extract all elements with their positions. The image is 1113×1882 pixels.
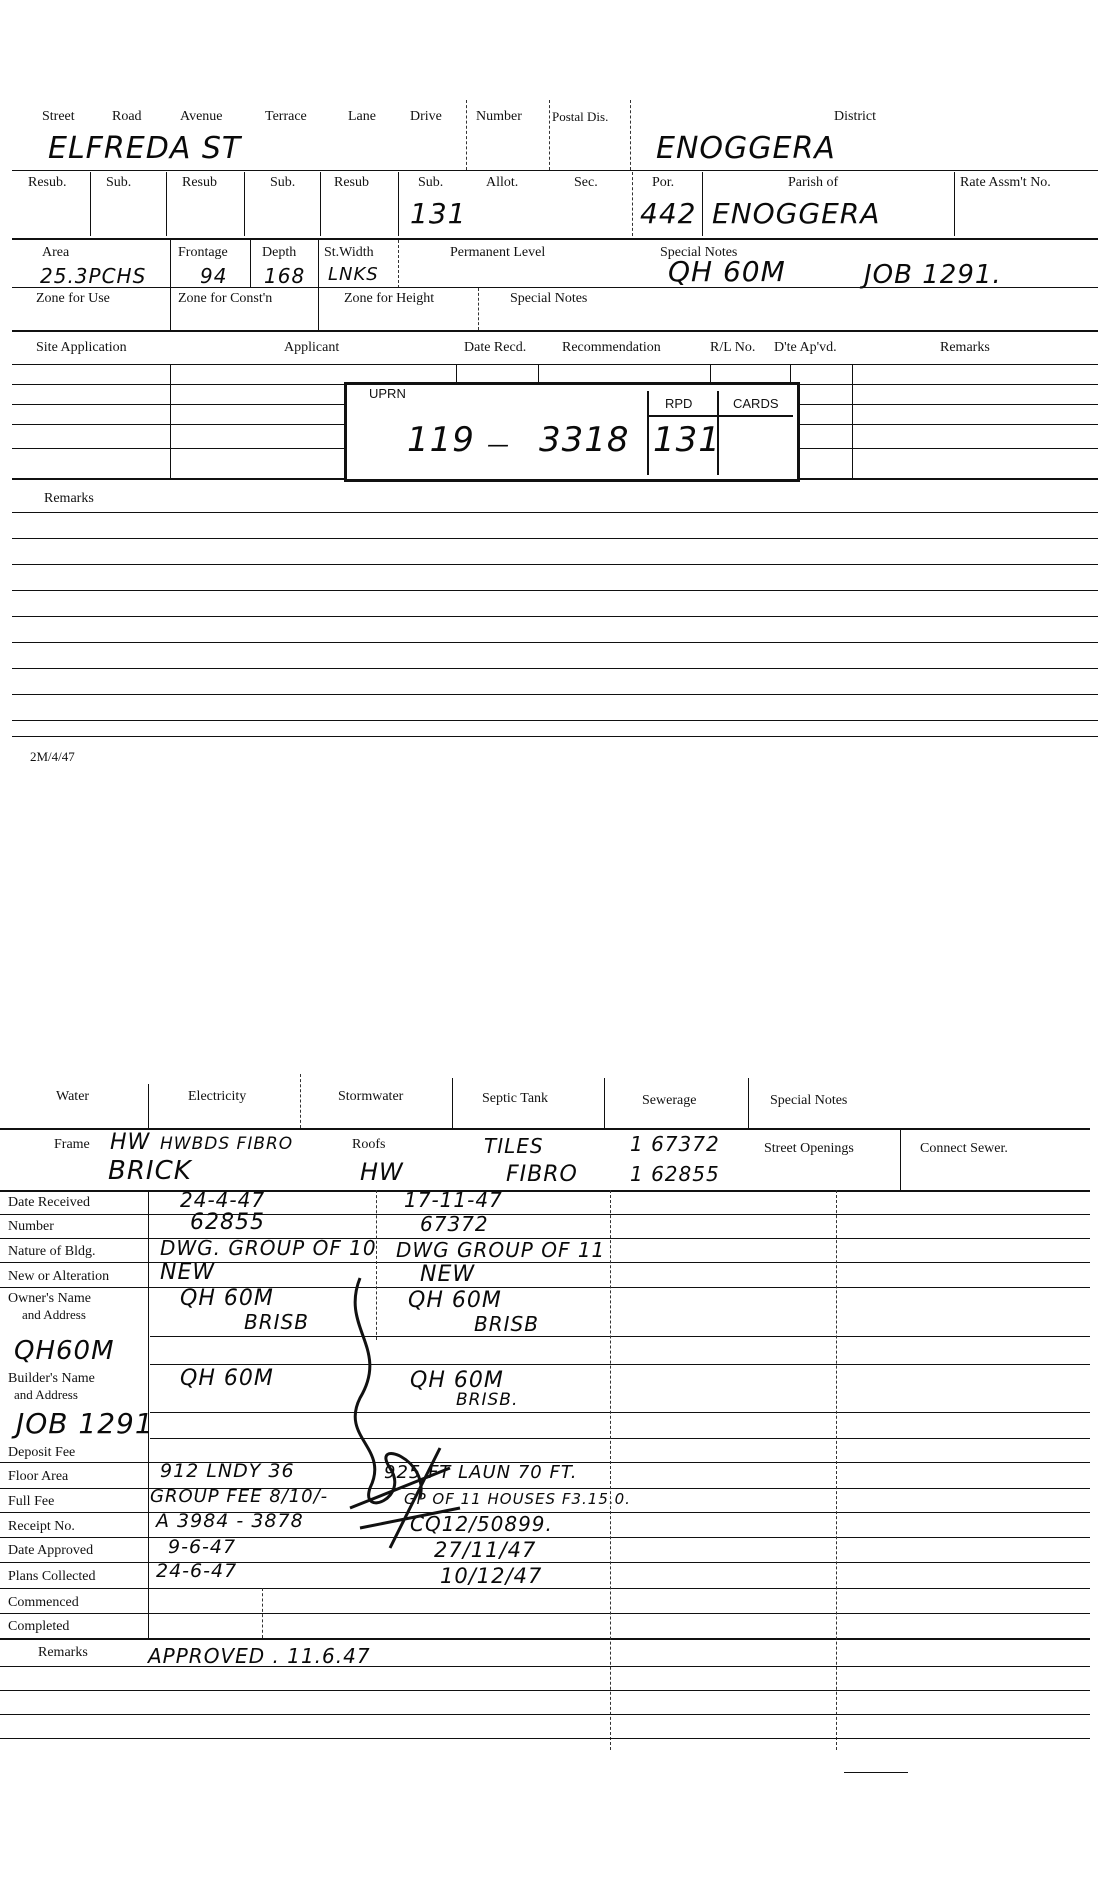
sewer-value-1: 1 67372 [630, 1132, 720, 1156]
rule [0, 1588, 1090, 1589]
rule [12, 330, 1098, 332]
rule [12, 287, 1098, 288]
frontage-label: Frontage [178, 245, 228, 260]
rule [150, 1364, 1090, 1365]
sewer-value-2: 1 62855 [630, 1162, 720, 1186]
remarks-heading: Remarks [44, 491, 94, 506]
depth-value: 168 [264, 264, 306, 288]
sub-label: Sub. [270, 175, 296, 190]
divider [466, 100, 467, 170]
row-label: New or Alteration [8, 1269, 110, 1284]
rule [150, 1438, 1090, 1439]
rule [0, 1214, 1090, 1215]
row-value-1: QH 60M [180, 1366, 274, 1391]
street-label: Street [42, 109, 75, 124]
date-recd-label: Date Recd. [464, 340, 527, 355]
st-width-value: LNKS [328, 264, 379, 285]
row-value-1: 24-4-47 [180, 1188, 266, 1212]
row-value-1: NEW [160, 1260, 216, 1285]
job-side-note: JOB 1291 [16, 1407, 154, 1440]
special-notes-label: Special Notes [660, 245, 738, 260]
terrace-label: Terrace [265, 109, 307, 124]
special-notes-value: QH 60M [668, 255, 786, 288]
divider [549, 100, 550, 170]
rule [12, 512, 1098, 513]
rule [0, 1666, 1090, 1667]
street-openings-label: Street Openings [764, 1141, 854, 1156]
row-value-2: BRISB. [456, 1390, 519, 1410]
st-width-label: St.Width [324, 245, 374, 260]
special-notes-label: Special Notes [770, 1093, 848, 1108]
row-value-2: 17-11-47 [404, 1188, 503, 1212]
permanent-level-label: Permanent Level [450, 245, 546, 260]
rule [12, 720, 1098, 721]
parish-label: Parish of [788, 175, 839, 190]
row-value-1: QH 60M [180, 1286, 274, 1311]
applicant-label: Applicant [284, 340, 340, 355]
parish-value: ENOGGERA [712, 197, 881, 230]
uprn-dash: — [487, 433, 510, 458]
lane-label: Lane [348, 109, 376, 124]
district-label: District [834, 109, 876, 124]
uprn-value-a: 119 [407, 420, 475, 460]
rule [0, 1738, 1090, 1739]
divider [262, 1588, 263, 1638]
date-apvd-label: D'te Ap'vd. [774, 340, 837, 355]
uprn-stamp [344, 382, 800, 482]
row-value-2: CQ12/50899. [410, 1512, 553, 1536]
septic-tank-label: Septic Tank [482, 1091, 549, 1106]
zone-use-label: Zone for Use [36, 291, 110, 306]
divider [647, 391, 649, 475]
rule [0, 1238, 1090, 1239]
number-label: Number [476, 109, 522, 124]
rule [647, 415, 793, 417]
rule [12, 590, 1098, 591]
row-value-2: QH 60M [408, 1288, 502, 1313]
area-value: 25.3PCHS [40, 264, 147, 288]
divider [398, 240, 399, 288]
row-value-2: 925 FT LAUN 70 FT. [384, 1462, 578, 1483]
form-code: 2M/4/47 [30, 749, 75, 764]
rule [12, 564, 1098, 565]
divider [170, 240, 171, 330]
sec-label: Sec. [574, 175, 598, 190]
row-label: Receipt No. [8, 1519, 75, 1534]
rule [0, 1190, 1090, 1192]
rule [12, 364, 1098, 365]
frame-walls: HWBDS FIBRO [160, 1134, 294, 1154]
row-label: Full Fee [8, 1494, 55, 1509]
divider [852, 364, 853, 478]
row-label: Deposit Fee [8, 1445, 76, 1460]
site-application-label: Site Application [36, 340, 127, 355]
rule [0, 1262, 1090, 1263]
roofs-label: Roofs [352, 1137, 386, 1152]
rl-no-label: R/L No. [710, 340, 756, 355]
divider [166, 172, 167, 236]
row-value-2: 27/11/47 [434, 1538, 537, 1562]
job-value: JOB 1291. [864, 260, 1002, 290]
sub-label: Sub. [106, 175, 132, 190]
row-label: Number [8, 1219, 54, 1234]
electricity-label: Electricity [188, 1089, 247, 1104]
uprn-label: UPRN [369, 386, 406, 401]
row-value-2: DWG GROUP OF 11 [396, 1238, 606, 1262]
row-label: and Address [22, 1307, 86, 1322]
roof-fibro: FIBRO [506, 1162, 578, 1187]
row-label: Date Received [8, 1195, 91, 1210]
divider [452, 1078, 453, 1128]
divider [148, 1190, 149, 1638]
divider [954, 172, 955, 236]
water-label: Water [56, 1089, 90, 1104]
divider [604, 1078, 605, 1128]
rule [12, 694, 1098, 695]
divider [398, 172, 399, 236]
row-value-2: GP OF 11 HOUSES F3.15.0. [404, 1490, 631, 1508]
row-label: Plans Collected [8, 1569, 96, 1584]
divider [900, 1130, 901, 1190]
rule [12, 668, 1098, 669]
divider [300, 1074, 301, 1128]
road-label: Road [112, 109, 142, 124]
row-value-2: BRISB [474, 1312, 539, 1336]
avenue-label: Avenue [180, 109, 223, 124]
sub-label: Sub. [418, 175, 444, 190]
special-notes-label-2: Special Notes [510, 291, 588, 306]
street-value: ELFREDA ST [48, 131, 242, 166]
postal-dist-label: Postal Dis. [552, 109, 609, 124]
allot-label: Allot. [486, 175, 519, 190]
rule [0, 1537, 1090, 1538]
sewerage-label: Sewerage [642, 1093, 697, 1108]
area-label: Area [42, 245, 70, 260]
remarks-value: APPROVED . 11.6.47 [148, 1644, 371, 1668]
drive-label: Drive [410, 109, 442, 124]
frame-hw: HW [110, 1130, 151, 1155]
district-value: ENOGGERA [656, 131, 836, 166]
row-label: Builder's Name [8, 1371, 95, 1386]
divider [320, 172, 321, 236]
rule [0, 1562, 1090, 1563]
row-label: Date Approved [8, 1543, 94, 1558]
rule [0, 1512, 1090, 1513]
row-label: Nature of Bldg. [8, 1244, 96, 1259]
row-value-1: DWG. GROUP OF 10 [160, 1236, 377, 1260]
row-value-2: QH 60M [410, 1368, 504, 1393]
row-value-1: A 3984 - 3878 [156, 1510, 304, 1532]
resub-label: Resub [182, 175, 217, 190]
roof-tiles: TILES [484, 1134, 544, 1158]
divider [630, 100, 631, 170]
stormwater-label: Stormwater [338, 1089, 404, 1104]
rule [0, 1287, 1090, 1288]
connect-sewer-label: Connect Sewer. [920, 1141, 1008, 1156]
divider [250, 240, 251, 288]
row-value-2: 67372 [420, 1212, 489, 1236]
divider [748, 1078, 749, 1128]
roof-hw: HW [360, 1158, 404, 1186]
row-value-1: 24-6-47 [156, 1560, 238, 1582]
divider [148, 1084, 149, 1128]
rule [12, 642, 1098, 643]
owner-side-note: QH60M [14, 1336, 115, 1366]
remarks-label: Remarks [940, 340, 990, 355]
row-value-2: 10/12/47 [440, 1564, 543, 1588]
divider [632, 172, 633, 236]
rule [844, 1772, 908, 1773]
uprn-value-b: 3318 [539, 420, 630, 460]
zone-const-label: Zone for Const'n [178, 291, 273, 306]
row-label: Completed [8, 1619, 70, 1634]
rule [12, 616, 1098, 617]
row-value-1: 9-6-47 [168, 1536, 237, 1558]
frame-brick: BRICK [108, 1156, 192, 1186]
frame-label: Frame [54, 1137, 90, 1152]
row-value-2: NEW [420, 1262, 476, 1287]
rule [0, 1638, 1090, 1640]
rule [0, 1714, 1090, 1715]
row-label: Floor Area [8, 1469, 69, 1484]
rule [12, 736, 1098, 737]
rule [0, 1613, 1090, 1614]
rule [0, 1462, 1090, 1463]
divider [318, 240, 319, 330]
signature-scribble [330, 1268, 480, 1568]
rule [0, 1488, 1090, 1489]
rate-assmt-label: Rate Assm't No. [960, 175, 1051, 190]
rpd-label: RPD [665, 396, 693, 411]
rule [150, 1412, 1090, 1413]
row-label: Owner's Name [8, 1291, 91, 1306]
remarks-heading: Remarks [38, 1645, 88, 1660]
cards-label: CARDS [733, 396, 779, 411]
divider [478, 288, 479, 330]
rule [0, 1690, 1090, 1691]
rule [12, 238, 1098, 240]
row-value-1: BRISB [244, 1310, 309, 1334]
divider [170, 364, 171, 478]
row-value-1: GROUP FEE 8/10/- [150, 1486, 329, 1507]
row-value-1: 62855 [190, 1210, 265, 1235]
sub-value: 131 [410, 197, 467, 230]
rule [12, 170, 1098, 171]
divider [244, 172, 245, 236]
frontage-value: 94 [200, 264, 228, 288]
resub-label: Resub [334, 175, 369, 190]
rule [0, 1128, 1090, 1130]
depth-label: Depth [262, 245, 297, 260]
zone-height-label: Zone for Height [344, 291, 435, 306]
por-label: Por. [652, 175, 675, 190]
rule [150, 1336, 1090, 1337]
por-value: 442 [640, 197, 697, 230]
divider [702, 172, 703, 236]
resub-label: Resub. [28, 175, 67, 190]
divider [90, 172, 91, 236]
rule [12, 538, 1098, 539]
row-label: Commenced [8, 1595, 79, 1610]
row-label: and Address [14, 1387, 78, 1402]
rpd-value: 131 [653, 420, 721, 460]
row-value-1: 912 LNDY 36 [160, 1460, 295, 1482]
recommendation-label: Recommendation [562, 340, 661, 355]
